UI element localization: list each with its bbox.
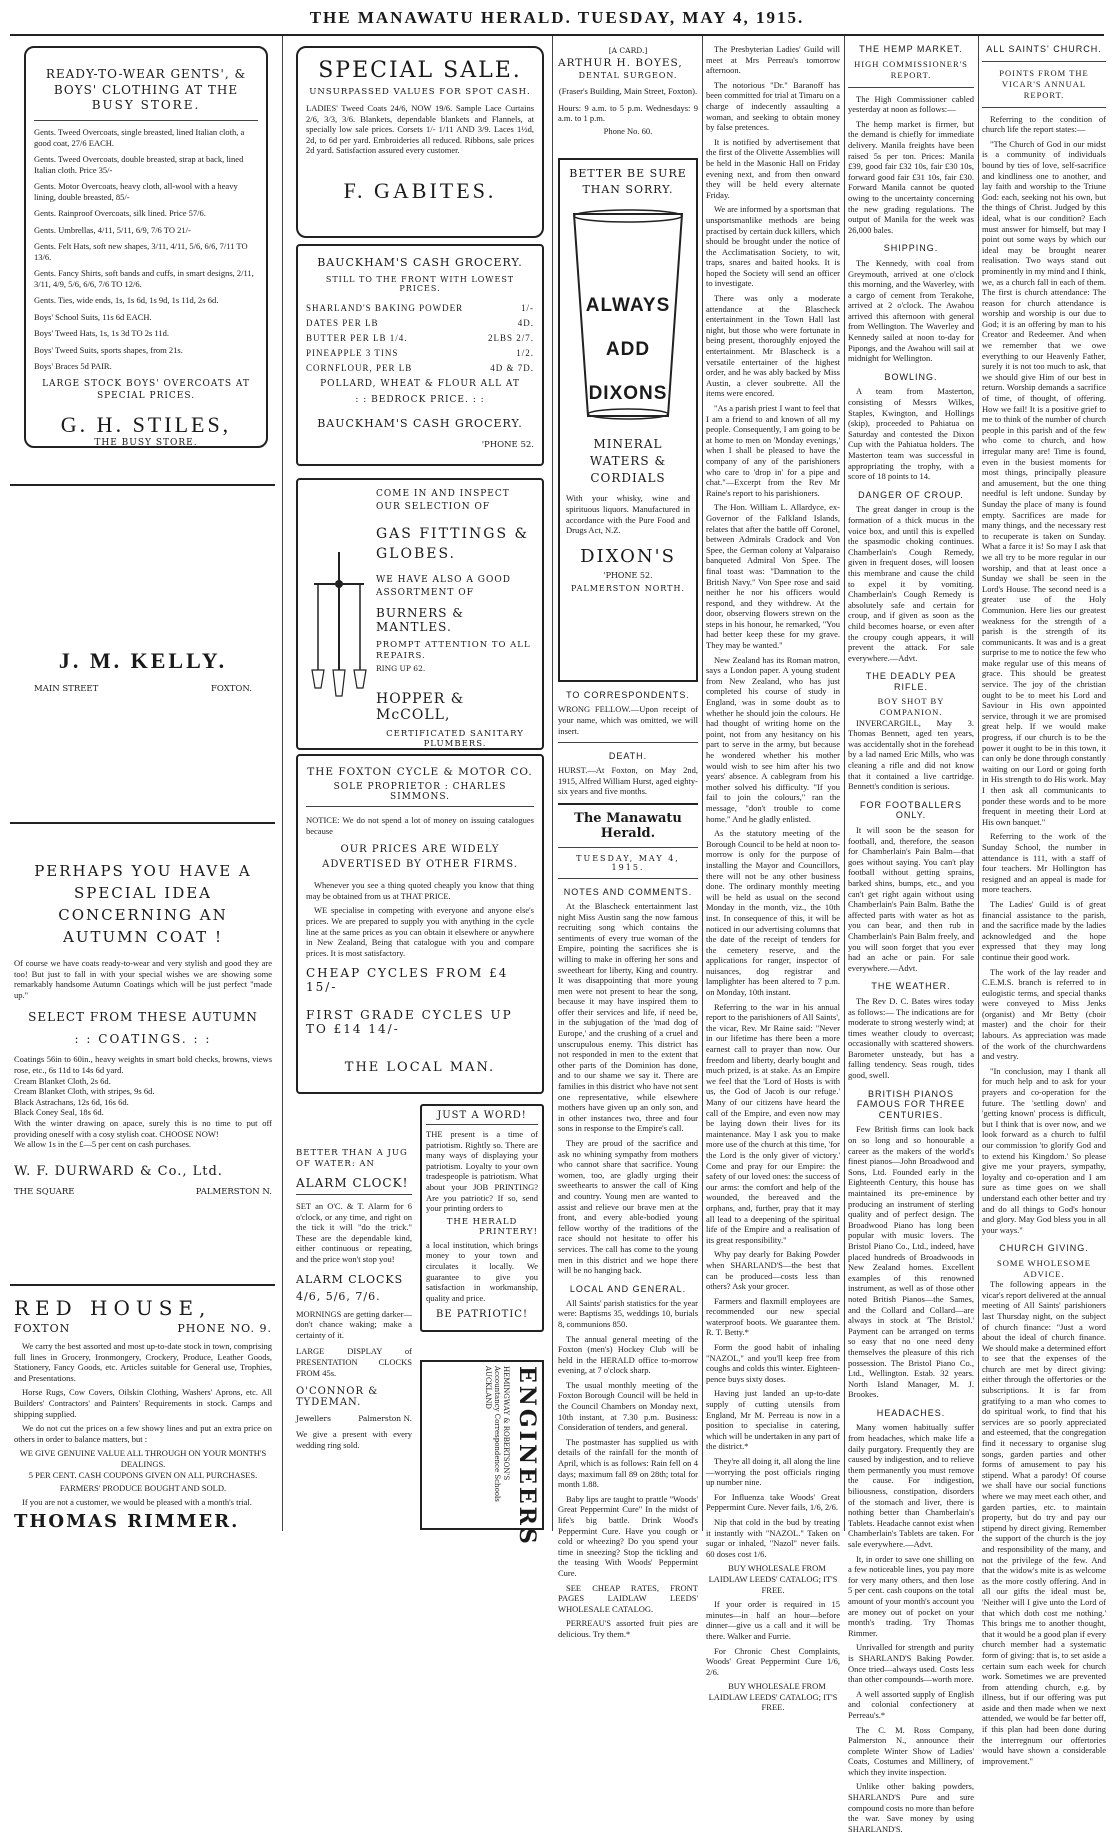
local-heading: LOCAL AND GENERAL. [569, 1283, 687, 1294]
durward-select: SELECT FROM THESE AUTUMN [28, 1010, 258, 1025]
col6-p2: "The Church of God in our midst is a community of individuals bound by ties of love, self-sacrifice and kindliness one to another, and lay faith and worship to the Triune God: each, seeking not his own, but the things of Christ. Judged by this ideal, what is our condition? Each must answer for himself, but may I point out some ways by which our ideal may be brought nearer realisation. Two ways stand out prominently in my mind and I think, we, as a church fall in each of them. The first is church attendance: The reason for church attendance is worship and worship is our due to God; it is an offering by man to his Creator and Redeemer. And when we remember that we owe everything to our Heavenly Father, surely it is not too much to ask, that we should give Him of our best in return. Worship demands a sacrifice of time, of thought, of offering. How we fail! It is a positive grief to me to think of the number of church people in this parish and of the few who come to church, and how irregular many are! Time is found, even in the busiest moments for most things, principally pleasure and amusement, but the one thing needful is left undone. Sunday by Sunday the place of many is found empty. Sacrifices are made for many things, and the necessary rest to recuperate is taken on Sunday. What a farce it is! So may I ask that we all try to be more regular in our worship, and that at least once a Sunday we shall be seen in the Lord's House. The second need is a greater use of the Holy Communion. Here lies our greatest weakness for the strength of a parish is the strength of its communicants. It was and is a great surprise to me to notice the few who make regular use of this means of grace. This should be greatest service. The joy of the christian ought to be to meet his Lord and Saviour in His own appointed service, through it we are promised great help. If we would make progress, if our church is to be the power it ought to be in this town, it can only be done through constantly waiting on our Lord or going forth in His strength to do His work. May I then ask all communicants to ponder these words and to be more frequent in meeting their Lord at His own banquet." [982, 138, 1106, 827]
col4-p21: BUY WHOLESALE FROM LAIDLAW LEEDS' CATALOG; IT'S FREE. [708, 1681, 838, 1713]
oconnor-gift: We give a present with every wedding ring sold. [296, 1429, 412, 1450]
kelly-ad [14, 490, 272, 820]
durward-line: We allow 1s in the £—5 per cent on cash purchases. [14, 1139, 192, 1150]
kelly-town: FOXTON. [210, 684, 252, 694]
headaches-title: HEADACHES. [876, 1407, 946, 1418]
rimmer-foxton: FOXTON [14, 1322, 71, 1335]
rimmer-p1: We carry the best assorted and most up-to-date stock in town, comprising full lines in Grocery, Ironmongery, Crockery, Produce, Leather Goods, Stationery, Fancy Goods, etc. Articles suitable for General use, Trophies, and Presentations. [14, 1341, 272, 1383]
herald-p8: SEE CHEAP RATES, FRONT PAGES LAIDLAW LEEDS' WHOLESALE CATALOG. [558, 1582, 698, 1614]
word-p2: a local institution, which brings money to your town and circulates it locally. We guarantee to give you satisfaction in workmanship, quality and price. [426, 1239, 538, 1303]
stiles-item: Gents. Rainproof Overcoats, silk lined. Price 57/6. [34, 208, 206, 218]
col5-perreau: A well assorted supply of English and colonial confectionery at Perreau's.* [848, 1688, 974, 1720]
simmons-first: FIRST GRADE CYCLES UP TO £14 14/- [306, 1008, 513, 1037]
pianos-title: BRITISH PIANOS FAMOUS FOR THREE CENTURIES. [856, 1088, 966, 1120]
oconnor-jewel: Jewellers [296, 1414, 331, 1424]
column-4 [706, 44, 840, 1713]
col6-p3: Referring to the work of the Sunday School, the number in attendance is 111, with a staff of four teachers. Mr Hollington has resigned and an appeal is made for more teachers. [982, 831, 1106, 895]
bauckham-row: SHARLAND'S BAKING POWDER 1/- [306, 303, 534, 313]
durward-coatings: : : COATINGS. : : [74, 1032, 212, 1047]
hopper-ad [296, 478, 544, 750]
bauckham-phone: 'PHONE 52. [481, 440, 534, 450]
shipping-p: The Kennedy, with coal from Greymouth, arrived at one o'clock this morning, and the Waverley, with a cargo of cement from Terakohe, arrived at 2 o'clock. The Awahou arrived this afternoon with general from Wellington. The Waverley and Kennedy sailed at noon to-day for Pipongs, and the Awahou will sail at midnight for Wellington. [848, 257, 974, 364]
stiles-item: Boys' Tweed Hats, 1s, 1s 3d TO 2s 11d. [34, 328, 169, 338]
col4-p3: It is notified by advertisement that the first of the Olivette Assemblies will be held in the Masonic Hall on Friday evening next, and from then onward they will be held every alternate Friday. [706, 136, 840, 200]
gabites-ad [296, 46, 544, 238]
column-3 [558, 44, 698, 1639]
gabites-name: F. GABITES. [343, 177, 497, 203]
rimmer-p3: We do not cut the prices on a few showy lines and put an extra price on others in order to balance matters, but : [14, 1423, 272, 1444]
rimmer-p6: FARMERS' PRODUCE BOUGHT AND SOLD. [59, 1483, 227, 1494]
herald-p1: At the Blascheck entertainment last night Miss Austin sang the now famous recruiting song which contains the sentiments of every true woman of the Empire, pointing the sacrifices she is willing to make in offering her sons and sweetheart for liberty, King and country. It was disappointing that more young men were not present to hear the song, because it may have inspired them to offer their services and life, if need be, in the subjugation of the 'mad dog of Europe,' and the crushing of a cruel and unscrupulous enemy. This district has not responded in men to the extent that other parts of the Dominion has done, and to our shame we say it. There are families in this district who have not sent one representative, while elsewhere mothers have given up an only son, and in other instances two, three and four sons in response to the Empire's call. [558, 900, 698, 1134]
col4-p5: There was only a moderate attendance at the Blascheck entertainment in the Town Hall last night, but those who were fortunate in being present, thoroughly enjoyed the entertainment. Mr Blascheck is a versatile entertainer of the highest order, and he was ably backed by Miss Austin, a clever soubrette. All the items were encored. [706, 293, 840, 399]
hopper-sub: CERTIFICATED SANITARY PLUMBERS. [386, 729, 524, 749]
hopper-l3: WE HAVE ALSO A GOOD ASSORTMENT OF [376, 575, 511, 598]
headaches-p: Many women habitually suffer from headaches, which make life a daily purgatory. Frequently they are caused by indigestion, and to relieve them permanently you must remove the cause. For indigestion, biliousness, constipation, disorders of the stomach and liver, there is nothing better than Chamberlain's Tablets. Headache cannot exist when Chamberlain's Tablets are taken. For sale everywhere.—Advt. [848, 1422, 974, 1549]
hopper-l6: RING UP 62. [376, 664, 426, 673]
croup-p: The great danger in croup is the formation of a thick mucus in the voice box, and until this is expelled the spasmodic choking continues. Chamberlain's Cough Remedy, given in frequent doses, will loosen this membrane and cause the child to expel it by vomiting. Chamberlain's Cough Remedy is absolutely safe and certain for croup, and if given as soon as the child becomes hoarse, or even after the croupy cough appears, it will prevent the attack. For sale everywhere.—Advt. [848, 504, 974, 663]
oconnor-better: BETTER THAN A JUG OF WATER: AN [296, 1148, 408, 1169]
stiles-title: READY-TO-WEAR GENTS', & BOYS' CLOTHING AT THE [45, 67, 247, 97]
death-title: DEATH. [608, 751, 648, 762]
allsaints-sub: POINTS FROM THE VICAR'S ANNUAL REPORT. [999, 67, 1089, 100]
col4-p19: If your order is required in 15 minutes—in half an hour—before dinner—give us a call and it will be there. Walker and Furrie. [706, 1599, 840, 1641]
bauckham-pollard: POLLARD, WHEAT & FLOUR ALL AT [320, 379, 520, 389]
bauckham-row: DATES PER LB 4D. [306, 318, 534, 328]
dixon-town: PALMERSTON NORTH. [570, 583, 685, 593]
word-herald: THE HERALD [446, 1216, 518, 1227]
simmons-notice: NOTICE: We do not spend a lot of money on issuing catalogues because [306, 815, 534, 836]
bauckham-bedrock: : : BEDROCK PRICE. : : [355, 395, 485, 405]
correspondents-body: WRONG FELLOW.—Upon receipt of your name, which was omitted, we will insert. [558, 704, 698, 736]
column-6 [982, 44, 1106, 1766]
herald-p2: They are proud of the sacrifice and ask no whining sympathy from mothers who cannot share that sacrifice. Young women, too, are gladly urging their sweethearts to answer the call of King and country. Young men are wanted to assist and relieve our brave men at the front, and every able-bodied young fellow worthy of the traditions of the race should not hesitate to offer his services. The call has come to the young men in this district and we hope there will be no hanging back. [558, 1138, 698, 1276]
dixon-glass-word: ADD [605, 339, 651, 361]
durward-line: Black Astrachans, 12s 6d, 16s 6d. [14, 1096, 129, 1107]
herald-p9: PERREAU'S assorted fruit pies are delicious. Try them.* [558, 1618, 698, 1639]
masthead: THE MANAWATU HERALD. TUESDAY, MAY 4, 1915. [309, 8, 805, 27]
word-p1: THE present is a time of patriotism. Rightly so. There are many ways of displaying your patriotism. Loyalty to your own tradespeople is patriotism. What about your JOB PRINTING? Are you patriotic? If so, send your printing orders to [426, 1129, 538, 1214]
herald-p6: The postmaster has supplied us with details of the rainfall for the month of April, which is as follows: Rain fell on 4 days; maximum fall 89 on 28th; total for month 1.88. [558, 1436, 698, 1490]
bowling-title: BOWLING. [884, 371, 938, 382]
col4-p12: Farmers and flaxmill employees are recommended our new special waterproof boots. We guarantee them. R. T. Betty.* [706, 1295, 840, 1338]
col4-p17: Nip that cold in the bud by treating it instantly with "NAZOL." Taken on sugar or inhaled, "Nazol" never fails. 60 doses cost 1/6. [706, 1516, 840, 1559]
stiles-footer: LARGE STOCK BOYS' OVERCOATS AT SPECIAL PRICES. [42, 378, 250, 401]
dixon-phone: 'PHONE 52. [603, 570, 653, 580]
boyes-card: [A CARD.] [608, 46, 648, 55]
durward-addr2: PALMERSTON N. [195, 1186, 272, 1197]
giving-title: CHURCH GIVING. [999, 1243, 1089, 1254]
rifle-title: THE DEADLY PEA RIFLE. [865, 671, 957, 692]
rifle-p: INVERCARGILL, May 3. Thomas Bennett, aged ten years, was accidentally shot in the forehead by a lad named Eric Mills, who was cleaning a rifle and did not know that it contained a live cartridge. Bennett's condition is serious. [848, 717, 974, 792]
simmons-title: THE FOXTON CYCLE & MOTOR CO. [307, 766, 533, 778]
rimmer-phone: PHONE NO. 9. [177, 1322, 272, 1335]
col5-ross: The C. M. Ross Company, Palmerston N., announce their complete Winter Show of Ladies' Coats, Costumes and Millinery, of which they invite inspection. [848, 1724, 974, 1777]
herald-p3: All Saints' parish statistics for the year were: Baptisms 35, weddings 10, burials 8, communions 850. [558, 1297, 698, 1329]
col4-p20: For Chronic Chest Complaints, Woods' Great Peppermint Cure 1/6, 2/6. [706, 1645, 840, 1677]
herald-p4: The annual general meeting of the Foxton (men's) Hockey Club will be held in the HERALD office to-morrow evening, at 7 o'clock sharp. [558, 1333, 698, 1376]
dixon-name: DIXON'S [580, 545, 676, 567]
col4-p9: As the statutory meeting of the Borough Council to be held at noon to-morrow is only for the purpose of installing the Mayor and Councillors, there will not be any other business done. The ordinary monthly meeting will be held as usual on the second Monday in the month, viz., the 10th inst. In consequence of this, it will be noticed in our advertising columns that the date of the receipt of tenders for the cemetery reserve, and the applications for ranger, inspector of nuisances, dog registrar and lamplighter has been altered to 7 p.m. on Monday, 10th instant. [706, 828, 840, 998]
col4-p18: BUY WHOLESALE FROM LAIDLAW LEEDS' CATALOG; IT'S FREE. [708, 1563, 838, 1595]
stiles-item: Boys' School Suits, 11s 6d EACH. [34, 311, 152, 322]
word-title: JUST A WORD! [426, 1110, 538, 1125]
hopper-l1: COME IN AND INSPECT OUR SELECTION OF [376, 489, 510, 512]
rimmer-p2: Horse Rugs, Cow Covers, Oilskin Clothing, Washers' Aprons, etc. All Builders' Contractors' and Painters' Requirements in stock. Camps and shipping supplied. [14, 1387, 272, 1419]
oconnor-set: SET an O'C. & T. Alarm for 6 o'clock, or any time, and right on the tick it will "do the trick." These are the dependable kind, either continuous or repeating, and the price won't stop you! [296, 1201, 412, 1264]
col4-p1: The Presbyterian Ladies' Guild will meet at Mrs Perreau's tomorrow afternoon. [706, 44, 840, 76]
hopper-l4: BURNERS & MANTLES. [376, 606, 464, 634]
herald-name: The Manawatu Herald. [574, 810, 682, 841]
col4-p4: We are informed by a sportsman that unsportsmanlike methods are being practised by certain duck killers, which should be brought under the notice of the Acclimatisation Society, to wit, traps, snares and baited hooks. It is hoped the Society will send an officer to investigate. [706, 204, 840, 289]
gabites-body: LADIES' Tweed Coats 24/6, NOW 19/6. Sample Lace Curtains 2/6, 3/3, 3/6. Blankets, dependable blankets and Flannels, at specially low sale prices. Corsets 1/- 1/11 AND 3/9. Laces 1½d, 2d, to 6d per yard. Embroideries all reduced. Ribbons, sale prices 2d yard. Satisfaction assured every customer. [306, 103, 534, 156]
kelly-street: MAIN STREET [34, 684, 99, 694]
durward-line: Coatings 56in to 60in., heavy weights in smart bold checks, browns, views rose, etc., 6s 11d to 14s 6d yard. [14, 1054, 272, 1075]
stiles-item: Gents. Tweed Overcoats, double breasted, strap at back, lined Italian cloth. Price 35/- [34, 154, 244, 175]
engineers-title: ENGINEERS [514, 1366, 540, 1547]
bauckham-ad [296, 244, 544, 466]
oconnor-prices: 4/6, 5/6, 7/6. [296, 1289, 381, 1303]
oconnor-display: LARGE DISPLAY of PRESENTATION CLOCKS FROM 45s. [296, 1346, 412, 1378]
weather-title: THE WEATHER. [871, 981, 951, 992]
bauckham-name: BAUCKHAM'S CASH GROCERY. [317, 417, 523, 430]
word-printery: PRINTERY! [479, 1226, 538, 1237]
word-ad [420, 1104, 544, 1332]
rimmer-p7: If you are not a customer, we would be pleased with a month's trial. [22, 1496, 252, 1507]
masthead-rule [10, 34, 1104, 36]
football-p: It will soon be the season for football, and, therefore, the season for Chamberlain's Pain Balm—that goes without saying. You can't play football without getting sprains, barked shins, bumps, etc., and you can't get right again without using Chamberlain's Pain Balm. Bathe the affected parts with water as hot as you can bear, and then rub in Chamberlain's Pain Balm freely, and you will soon forget that you ever had an ache or pain. For sale everywhere.—Advt. [848, 825, 974, 973]
death-body: HURST.—At Foxton, on May 2nd, 1915, Alfred William Hurst, aged eighty-six years and five months. [558, 765, 698, 797]
simmons-prop: SOLE PROPRIETOR : CHARLES SIMMONS. [306, 782, 534, 807]
oconnor-mornings: MORNINGS are getting darker—don't chance waking; make a certainty of it. [296, 1308, 412, 1340]
durward-name: W. F. DURWARD & Co., Ltd. [14, 1163, 223, 1179]
col4-p11: Why pay dearly for Baking Powder when SHARLAND'S—the best that can be produced—costs less than others? Ask your grocer. [706, 1249, 840, 1292]
col5-shilling: It, in order to save one shilling on a few noticeable lines, you pay more for very many others, and then lose 5 per cent. cash coupons on the total amount of your month's account you are money out of pocket on your month's trading. Try Thomas Rimmer. [848, 1553, 974, 1638]
dixon-ad [558, 158, 698, 682]
hemp-p1: The High Commissioner cabled yesterday at noon as follows:— [848, 93, 974, 115]
col4-p6: "As a parish priest I want to feel that I am a friend to and known of all my people. Consequently, I am going to be at home to men on 'Monday evenings,' when I shall be pleased to have the company of any of the parishioners who care to 'drop in' for a pipe and chat."—Excerpt from the Rev Mr Raine's report to his parishioners. [706, 403, 840, 498]
rimmer-p4: WE GIVE GENUINE VALUE ALL THROUGH ON YOUR MONTH'S DEALINGS. [19, 1448, 267, 1469]
stiles-item: Gents. Umbrellas, 4/11, 5/11, 6/9, 7/6 TO 21/- [34, 224, 191, 235]
col4-p8: New Zealand has its Roman matron, says a London paper. A young student from New Zealand, who has just completed his course of study in England, was in some doubt as to whether he should join the colours. He had thought of writing home on the point, not from any hesitancy on his part to serve in the army, but because he wondered whether his mother would wish to see him after his two years' absence. A cablegram from his mother solved his difficulty. "If you fail to join the colours," ran the message, "don't trouble to come home." And he gladly enlisted. [706, 654, 840, 824]
simmons-prices: OUR PRICES ARE WIDELY ADVERTISED BY OTHER FIRMS. [322, 844, 518, 871]
oconnor-alarm: ALARM CLOCK! [296, 1176, 412, 1195]
bauckham-row: BUTTER PER LB 1/4. 2LBS 2/7. [306, 333, 534, 343]
simmons-local: THE LOCAL MAN. [344, 1060, 496, 1076]
dixon-better: BETTER BE SURE THAN SORRY. [569, 167, 687, 197]
allsaints-title: ALL SAINTS' CHURCH. [986, 44, 1102, 54]
col4-p2: The notorious "Dr." Baranoff has been committed for trial at Timaru on a charge of indecently assaulting a woman, and seeking to obtain money by false pretences. [706, 79, 840, 133]
durward-line: Cream Blanket Cloth, with stripes, 9s 6d. [14, 1086, 155, 1097]
bauckham-row: CORNFLOUR, PER LB 4D & 7D. [306, 363, 534, 373]
dixon-body: With your whisky, wine and spirituous liquors. Manufactured in accordance with the Pure Food and Drugs Act, N.Z. [566, 493, 690, 536]
boyes-hours: Hours: 9 a.m. to 5 p.m. Wednesdays: 9 a.m. to 1 p.m. [558, 102, 698, 124]
boyes-name: ARTHUR H. BOYES, [558, 57, 683, 69]
oconnor-name: O'CONNOR & TYDEMAN. [296, 1386, 379, 1409]
bauckham-sub: STILL TO THE FRONT WITH LOWEST PRICES. [325, 275, 515, 293]
durward-addr1: THE SQUARE [14, 1186, 75, 1197]
dixon-glass-word: DIXONS [588, 383, 668, 405]
stiles-item: Boys' Tweed Suits, sports shapes, from 21s. [34, 344, 183, 355]
bauckham-row: PINEAPPLE 3 TINS 1/2. [306, 348, 534, 358]
col4-p7: The Hon. William L. Allardyce, ex-Governor of the Falkland Islands, relates that after the battle off Coronel, between Admirals Cradock and Von Spee, the German colony at Valparaiso banqueted Admiral Von Spee. The final toast was: "Damnation to the British Navy." Von Spee rose and said neither he nor his officers would respond, and they withdrew. At the door, observing flowers strewn on the steps in his honour, he remarked, "You had better keep these for my grave. They may be wanted." [706, 502, 840, 651]
engineers-ad [420, 1360, 544, 1547]
pianos-p: Few British firms can look back on so long and so honourable a career as the makers of the world's finest pianos—John Broadwood and Sons, Ltd. Founded early in the Eighteenth Century, this house has maintained its pre-eminence by producing an instrument of sterling quality and of perfect design. The Broadwood Piano has long been popular with music lovers. The Bristol Piano Co., Ltd., indeed, have placed hundreds of Broadwoods in New Zealand homes. Excellent examples of this renowned instrument, as well as of those other noted British Pianos—the Sames, and the Collard and Collard—are always in stock at 'The Bristol.' Payment can be arranged on terms so easy that no one need deny themselves the pleasure of this rich possession. The Bristol Piano Co., Ltd., Wellington. Estab. 32 years. North Island Manager, M. J. Brookes. [848, 1124, 974, 1400]
col4-p15: They're all doing it, all along the line—worrying the post officials ringing up number nine. [706, 1456, 840, 1488]
col6-p1: Referring to the condition of church life the report states:— [982, 113, 1106, 135]
col6-p7: The following appears in the vicar's report delivered at the annual meeting of All Saints' parishioners last Thursday night, on the subject of church finance: "Just a word about the ideal of church finance. We should make a determined effort to see that the expenses of the church are met by direct giving: either through the offertories or the subscriptions. It is far from gratifying to a man who comes to do spiritual work, to find that his services are so poorly appreciated and esteemed, that the congregation find it necessary to organise slug songs, garden parties and other forms of amusement to pay his stipend. What a parody! Of course we shall have our social functions where we may meet each other, and garden parties, etc. to maintain property, but do try and pay our stipend by direct giving. Remember the support of the church is the joy and responsibility of the many, and not the privilege of the few. And that the widow's mite is as welcome as the more costly offering. And in all our gifts the ideal must be, 'Neither will I give unto the Lord of that which doth cost me nothing.' This brings me to another thought, that it would be a good plan if every church member had a systematic form of giving: that is, to set aside a certain sum each week for church work. Sometimes we are prevented from attending church, e.g. by illness, but if our offering was put aside and then made when we next attended, we would be far better off, if this plan had been done during the interregnum our offertories would have shown a considerable improvement." [982, 1279, 1106, 1766]
kelly-name: J. M. KELLY. [58, 648, 228, 673]
stiles-item: Gents. Fancy Shirts, soft bands and cuffs, in smart designs, 2/11, 3/11, 4/9, 5/6, 6/6, 7/6 TO 12/6. [34, 268, 254, 289]
col6-p5: The work of the lay reader and C.E.M.S. branch is referred to in eulogistic terms, and special thanks were conveyed to Miss Jenks (organist) and Mr Betty (choir master) and the choir for their labours. As appreciation was made of the work of the churchwardens and vestry. [982, 966, 1106, 1062]
boyes-phone: Phone No. 60. [603, 125, 653, 136]
stiles-item: Boys' Braces 5d PAIR. [34, 361, 112, 371]
col4-p13: Form the good habit of inhaling "NAZOL," and you'll keep free from coughs and colds this winter. Eighteen-pence buys sixty doses. [706, 1342, 840, 1384]
hemp-p2: The hemp market is firmer, but the demand is chiefly for immediate delivery. Manila freights have been raised 5s per ton. Prices: Manila £39, good fair £32 10s, fair £30 10s, forward good fair £31 10s, fair £30. Forward Manila cannot be quoted owing to the uncertainty concerning the new grading regulations. The output of Manila for the week was 26,000 bales. [848, 118, 974, 235]
col6-p6: "In conclusion, may I thank all for much help and to ask for your prayers and co-operation for the future. The 'settling down' and 'getting known' process is difficult, but I think that is over now, and we look forward as a church to fulfil our commission 'to glorify God and to extend his Kingdom.' So please give me your prayers, sympathy, loyalty and co-operation and I am sure as time goes on we shall understand each other better and try and do all things to God's honour and glory. May God bless you in all your ways." [982, 1065, 1106, 1235]
durward-line: Cream Blanket Cloth, 2s 6d. [14, 1075, 111, 1086]
gabites-sub: UNSURPASSED VALUES FOR SPOT CASH. [309, 87, 531, 97]
column-5 [848, 44, 974, 1834]
herald-date: TUESDAY, MAY 4, 1915. [576, 853, 680, 872]
hopper-name: HOPPER & McCOLL, [376, 691, 465, 723]
hopper-l2: GAS FITTINGS & GLOBES. [376, 526, 529, 562]
dixon-glass-word: ALWAYS [585, 295, 671, 317]
dixon-mineral: MINERAL WATERS & CORDIALS [589, 437, 667, 486]
stiles-ad [24, 46, 268, 448]
shipping-title: SHIPPING. [883, 243, 939, 254]
hemp-title: THE HEMP MARKET. [859, 44, 963, 54]
gabites-title: SPECIAL SALE. [318, 58, 522, 83]
stiles-item: Gents. Felt Hats, soft new shapes, 3/11, 4/11, 5/6, 6/6, 7/11 TO 13/6. [34, 241, 248, 262]
boyes-title: DENTAL SURGEON. [578, 71, 678, 80]
rimmer-title: RED HOUSE, [14, 1296, 212, 1320]
gas-fitting-icon [308, 550, 370, 700]
engineers-line: AUCKLAND [484, 1366, 492, 1409]
durward-intro: Of course we have coats ready-to-wear and very stylish and good they are too! But just to fall in with your special wishes we are showing some remarkably handsome Autumn Coatings which will be just perfect "made up." [14, 958, 272, 1000]
stiles-sub: THE BUSY STORE. [94, 437, 198, 448]
simmons-cheap: CHEAP CYCLES FROM £4 15/- [306, 966, 509, 995]
col4-p14: Having just landed an up-to-date supply of cutting utensils from England, Mr M. Perreau is now in a position to specialise in catering, which will be undertaken in any part of the district.* [706, 1388, 840, 1452]
giving-sub: SOME WHOLESOME ADVICE. [997, 1257, 1091, 1279]
col5-sharland: Unrivalled for strength and purity is SHARLAND'S Baking Powder. Once tried—always used. Costs less than other compounds—worth more. [848, 1642, 974, 1685]
stiles-item: Gents. Ties, wide ends, 1s, 1s 6d, 1s 9d, 1s 11d, 2s 6d. [34, 295, 219, 305]
bowling-p: A team from Masterton, consisting of Messrs Wilkes, Staples, Kwington, and Hollings (skip), proceeded to Pahiatua on Saturday and contested the Dixon Cup with the Pahiatua holders. The Masterton team was successful in appropriating the trophy, with a score of 18 points to 14. [848, 386, 974, 482]
stiles-item: Gents. Tweed Overcoats, single breasted, lined Italian cloth, a good coat, 27/6 EACH. [34, 127, 245, 148]
weather-p: The Rev D. C. Bates wires today as follows:— The indications are for moderate to strong westerly wind; at times weather cloudy to overcast; occasionally with scattered showers. Barometer unsteady, but has a falling tendency. Seas rough, tides good, swell. [848, 995, 974, 1081]
durward-line: Black Coney Seal, 18s 6d. [14, 1107, 104, 1118]
rimmer-name: THOMAS RIMMER. [14, 1511, 240, 1533]
football-title: FOR FOOTBALLERS ONLY. [859, 799, 963, 821]
bauckham-title: BAUCKHAM'S CASH GROCERY. [317, 256, 523, 269]
durward-ad [14, 830, 272, 1270]
col4-p16: For Influenza take Woods' Great Peppermint Cure. Never fails, 1/6, 2/6. [706, 1491, 840, 1513]
hemp-sub: HIGH COMMISSIONER'S REPORT. [854, 58, 968, 80]
col5-unlike: Unlike other baking powders, SHARLAND'S Pure and sure compound costs no more than before the war. Save money by using SHARLAND'S. [848, 1781, 974, 1834]
rimmer-ad [14, 1290, 272, 1533]
simmons-p2: WE specialise in competing with everyone and anyone else's prices. We are prepared to supply you with anything in the cycle line at the same prices as you can obtain it elsewhere or anywhere in New Zealand, Being that catalogue with you and compare prices. It is most satisfactory. [306, 905, 534, 958]
herald-p5: The usual monthly meeting of the Foxton Borough Council will be held in the Council Chambers on Monday next, 10th instant, at 7.30 p.m. Business: Consideration of tenders, and general. [558, 1379, 698, 1433]
engineers-line: Accountancy Correspondence Schools [493, 1366, 501, 1502]
simmons-ad [296, 754, 544, 1094]
rifle-sub: BOY SHOT BY COMPANION. [877, 696, 945, 718]
stiles-name: G. H. STILES, [60, 411, 232, 437]
herald-p7: Baby lips are taught to prattle "Woods' Great Peppermint Cure" In the midst of life's big battle. Drink Wood's Peppermint Cure. Have you cough or cold or wheezing? Do you spend your time in sneezing? Stop the tickling and the teasing With Woods' Peppermint Cure. [558, 1493, 698, 1578]
stiles-item: Gents. Motor Overcoats, heavy cloth, all-wool with a heavy lining, double breasted, 85/- [34, 181, 238, 202]
boyes-addr: (Fraser's Building, Main Street, Foxton). [558, 86, 698, 96]
word-patriotic: BE PATRIOTIC! [436, 1309, 528, 1321]
stiles-store: BUSY STORE. [91, 98, 201, 112]
col6-p4: The Ladies' Guild is of great financial assistance to the parish, and the sacrifice made by the ladies acknowledged and the hope expressed that they may long continue their good work. [982, 898, 1106, 962]
simmons-p1: Whenever you see a thing quoted cheaply you know that thing may be obtained from us at THAT PRICE. [306, 880, 534, 901]
engineers-line: HEMINGWAY & ROBERTSON'S [502, 1366, 510, 1481]
oconnor-town: Palmerston N. [358, 1414, 412, 1424]
durward-line: With the winter drawing on apace, surely this is no time to put off providing oneself with a cosy stylish coat. CHOOSE NOW! [14, 1117, 272, 1139]
rimmer-p5: 5 PER CENT. CASH COUPONS GIVEN ON ALL PURCHASES. [28, 1469, 258, 1480]
hopper-l5: PROMPT ATTENTION TO ALL REPAIRS. [376, 640, 531, 661]
oconnor-ad [296, 1108, 412, 1528]
col4-p10: Referring to the war in his annual report to the parishioners of All Saints', the vicar, Rev. Mr Raine said: "Never in our lifetime has there been a more earnest call to prayer than now. Our freedom and liberty, dearly bought and much prized, is at stake. As an Empire we feel that the 'Lord of Hosts is with us, the God of Jacob is our refuge.' Many of our citizens have heard the call of the Empire, and even now may be laying down their lives for its maintenance. May I ask you to make more use of the church at this time, 'for the Lord is the only giver of victory.' Come and pray for our Empire: the safety of our loved ones: the success of our arms: the comfort and help of the wounded, the bereaved and the orphans, and, further, pray that it may all lead to a deepening of the spiritual life of the Empire and a realisation of its great responsibility." [706, 1001, 840, 1245]
croup-title: DANGER OF CROUP. [858, 489, 964, 500]
oconnor-clocks: ALARM CLOCKS [296, 1272, 404, 1286]
durward-headline: PERHAPS YOU HAVE A SPECIAL IDEA CONCERNING AN AUTUMN COAT ! [34, 862, 252, 946]
correspondents-title: TO CORRESPONDENTS. [566, 690, 690, 701]
notes-heading: NOTES AND COMMENTS. [563, 886, 693, 897]
